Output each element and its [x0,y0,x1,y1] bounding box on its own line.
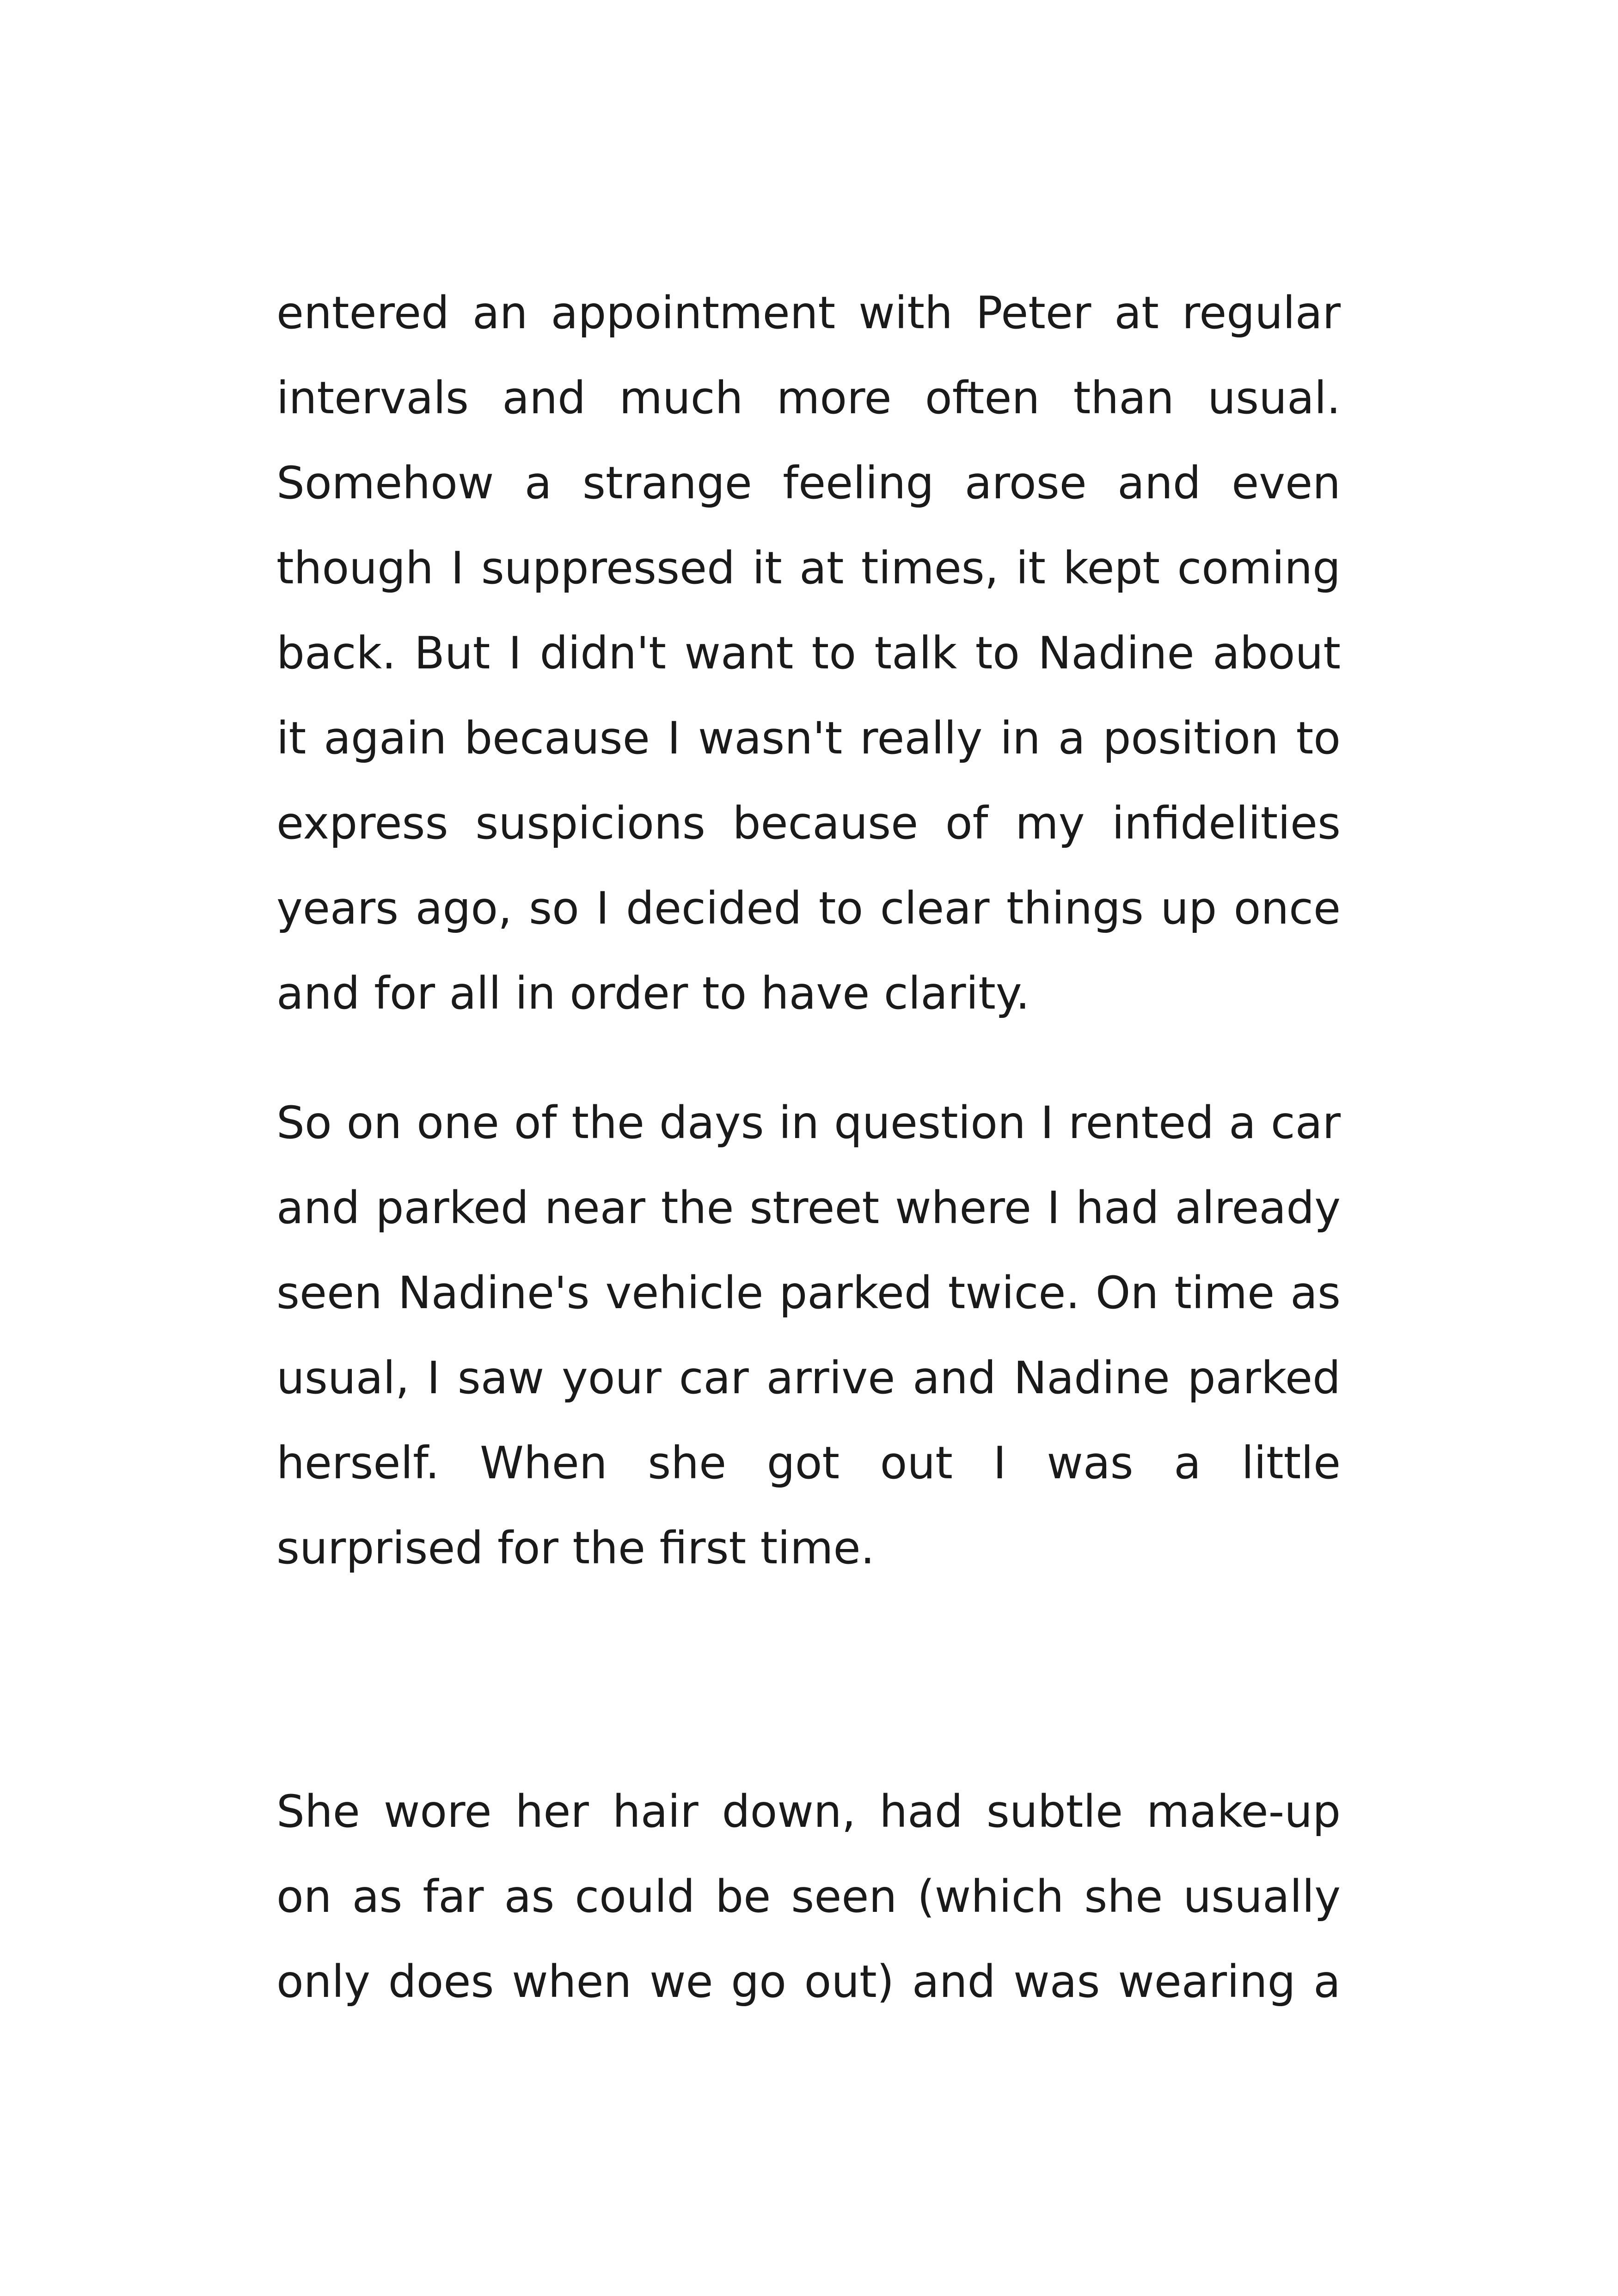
paragraph-2-text: So on one of the days in question I rented a car and parked near the street where I had already seen Nadine's vehicle parked twice. On time as usual, I saw your car arrive and Nadine parked herself. When she got out I was a little surprised for the first time. [276,1097,1341,1574]
paragraph-3-text: She wore her hair down, had subtle make-up on as far as could be seen (which she usually only does when we go out) and was wearing a [276,1786,1341,2008]
paragraph-2 [276,1080,1341,1591]
paragraph-3 [276,1769,1341,2024]
paragraph-1 [276,270,1341,1036]
paragraph-1-text: entered an appointment with Peter at regular intervals and much more often than usual. Somehow a strange feeling arose and even though I suppressed it at times, it kept coming back. But I didn't want to talk to Nadine about it again because I wasn't really in a position to express suspicions because of my infidelities years ago, so I decided to clear things up once and for all in order to have clarity. [276,287,1341,1019]
